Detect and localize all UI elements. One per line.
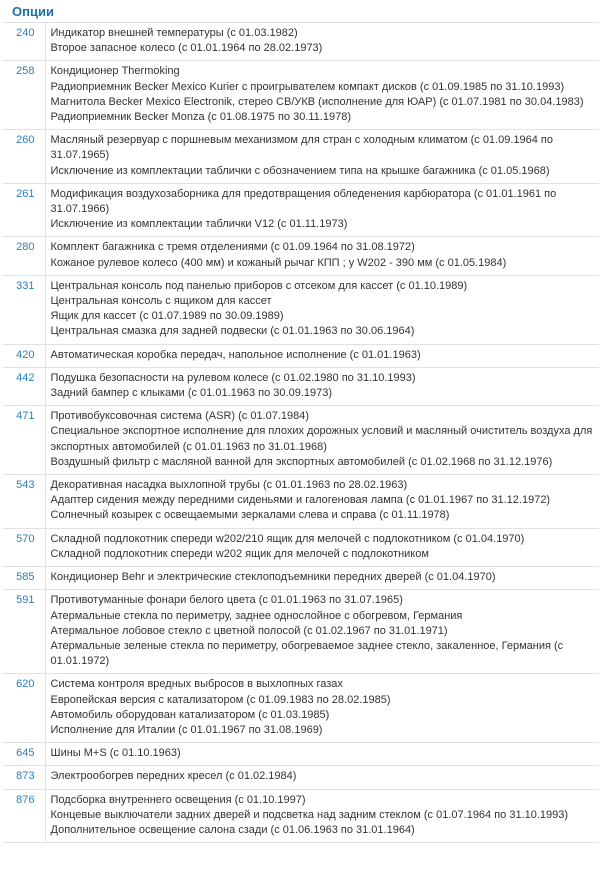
option-code[interactable]: 570: [3, 528, 45, 566]
option-code[interactable]: 420: [3, 344, 45, 367]
option-line: Складной подлокотник спереди w202/210 ящик для мелочей с подлокотником (с 01.04.1970): [50, 532, 525, 545]
option-line: Радиоприемник Becker Mexico Kurier с проигрывателем компакт дисков (с 01.09.1985 по 31.10.1993): [50, 80, 565, 93]
option-line: Масляный резервуар с поршневым механизмом для стран с холодным климатом (с 01.09.1964 по 31.07.1965): [50, 134, 553, 162]
option-description: [45, 183, 599, 237]
option-line: Магнитола Becker Mexico Electronik, стерео СВ/УКВ (исполнение для ЮАР) (с 01.07.1981 по 30.04.1983): [50, 95, 584, 108]
option-line: Второе запасное колесо (с 01.01.1964 по 28.02.1973): [50, 42, 323, 55]
option-line: Центральная консоль под панелью приборов с отсеком для кассет (с 01.10.1989): [50, 279, 468, 292]
option-line: Подсборка внутреннего освещения (с 01.10.1997): [50, 793, 306, 806]
option-line: Электрообогрев передних кресел (с 01.02.1984): [50, 770, 297, 783]
option-description: [45, 23, 599, 61]
option-line: Декоративная насадка выхлопной трубы (с 01.01.1963 по 28.02.1963): [50, 479, 408, 492]
option-code[interactable]: 620: [3, 674, 45, 743]
option-description: [45, 766, 599, 789]
option-row: [3, 766, 599, 789]
option-line: Задний бампер с клыками (с 01.01.1963 по 30.09.1973): [50, 387, 333, 400]
option-line: Атермальные зеленые стекла по периметру, обогреваемое заднее стекло, закаленное, Германия (с 01.01.1972): [50, 639, 564, 668]
page-title: Опции: [12, 4, 54, 19]
option-line: Ящик для кассет (с 01.07.1989 по 30.09.1989): [50, 310, 284, 323]
option-description: [45, 475, 599, 529]
option-row: [3, 183, 599, 237]
option-row: [3, 789, 599, 843]
option-line: Шины M+S (с 01.10.1963): [50, 747, 181, 760]
option-line: Автомобиль оборудован катализатором (с 01.03.1985): [50, 708, 330, 721]
option-code[interactable]: 543: [3, 475, 45, 529]
option-line: Кожаное рулевое колесо (400 мм) и кожаный рычаг КПП ; у W202 - 390 мм (с 01.05.1984): [50, 256, 507, 269]
option-line: Система контроля вредных выбросов в выхлопных газах: [50, 678, 343, 691]
option-line: Концевые выключатели задних дверей и подсветка над задним стеклом (с 01.07.1964 по 31.10.1993): [50, 808, 569, 821]
option-description: [45, 789, 599, 843]
option-description: [45, 237, 599, 275]
options-table-body: [3, 23, 599, 843]
option-line: Кондиционер Behr и электрические стеклоподъемники передних дверей (с 01.04.1970): [50, 571, 496, 584]
option-line: Специальное экспортное исполнение для плохих дорожных условий и масляный очиститель воздуха для экспортных автомобилей (с 01.01.1963 по 31.01.1968): [50, 425, 593, 453]
option-line: Воздушный фильтр с масляной ванной для экспортных автомобилей (с 01.02.1968 по 31.12.1976): [50, 455, 553, 468]
option-line: Кондиционер Thermoking: [50, 65, 180, 78]
option-row: [3, 567, 599, 590]
option-line: Радиоприемник Becker Monza (с 01.08.1975 по 30.11.1978): [50, 111, 351, 124]
option-line: Центральная смазка для задней подвески (с 01.01.1963 по 30.06.1964): [50, 325, 415, 338]
option-row: [3, 275, 599, 344]
option-description: [45, 567, 599, 590]
option-line: Исключение из комплектации таблички с обозначением типа на крышке багажника (с 01.05.1968): [50, 164, 550, 177]
option-line: Модификация воздухозаборника для предотвращения обледенения карбюратора (с 01.01.1961 по 31.07.1966): [50, 187, 557, 216]
option-description: [45, 367, 599, 405]
option-code[interactable]: 331: [3, 275, 45, 344]
option-line: Атермальное лобовое стекло с цветной полосой (с 01.02.1967 по 31.01.1971): [50, 624, 448, 637]
option-row: [3, 406, 599, 475]
option-code[interactable]: 260: [3, 130, 45, 184]
option-code[interactable]: 261: [3, 183, 45, 237]
option-code[interactable]: 873: [3, 766, 45, 789]
option-code[interactable]: 645: [3, 743, 45, 766]
option-code[interactable]: 258: [3, 61, 45, 130]
option-row: [3, 674, 599, 743]
option-line: Автоматическая коробка передач, напольное исполнение (с 01.01.1963): [50, 348, 421, 361]
option-row: [3, 61, 599, 130]
option-line: Противобуксовочная система (ASR) (с 01.07.1984): [50, 410, 310, 423]
option-row: [3, 475, 599, 529]
option-description: [45, 743, 599, 766]
option-row: [3, 528, 599, 566]
option-line: Дополнительное освещение салона сзади (с 01.06.1963 по 31.01.1964): [50, 823, 415, 836]
option-line: Европейская версия с катализатором (с 01.09.1983 по 28.02.1985): [50, 693, 391, 706]
option-line: Подушка безопасности на рулевом колесе (с 01.02.1980 по 31.10.1993): [50, 371, 416, 384]
option-row: [3, 344, 599, 367]
option-description: [45, 130, 599, 184]
option-line: Комплект багажника с тремя отделениями (с 01.09.1964 по 31.08.1972): [50, 241, 415, 254]
option-line: Индикатор внешней температуры (с 01.03.1982): [50, 27, 298, 39]
option-code[interactable]: 585: [3, 567, 45, 590]
option-row: [3, 367, 599, 405]
option-description: [45, 674, 599, 743]
option-row: [3, 23, 599, 61]
option-line: Солнечный козырек с освещаемыми зеркалами слева и справа (с 01.11.1978): [50, 509, 450, 522]
option-line: Складной подлокотник спереди w202 ящик для мелочей с подлокотником: [50, 547, 429, 560]
option-description: [45, 275, 599, 344]
option-row: [3, 237, 599, 275]
option-description: [45, 406, 599, 475]
option-code[interactable]: 471: [3, 406, 45, 475]
option-row: [3, 130, 599, 184]
option-code[interactable]: 280: [3, 237, 45, 275]
option-description: [45, 344, 599, 367]
option-line: Противотуманные фонари белого цвета (с 01.01.1963 по 31.07.1965): [50, 594, 403, 607]
option-line: Адаптер сидения между передними сиденьями и галогеновая лампа (с 01.01.1967 по 31.12.1972): [50, 494, 551, 507]
option-code[interactable]: 876: [3, 789, 45, 843]
option-line: Центральная консоль с ящиком для кассет: [50, 295, 272, 308]
option-row: [3, 743, 599, 766]
option-line: Исполнение для Италии (с 01.01.1967 по 31.08.1969): [50, 723, 323, 736]
options-table: [3, 22, 599, 843]
option-code[interactable]: 240: [3, 23, 45, 61]
option-line: Атермальные стекла по периметру, заднее однослойное с обогревом, Германия: [50, 609, 463, 622]
option-code[interactable]: 591: [3, 590, 45, 674]
option-description: [45, 590, 599, 674]
option-code[interactable]: 442: [3, 367, 45, 405]
option-row: [3, 590, 599, 674]
option-description: [45, 61, 599, 130]
option-line: Исключение из комплектации таблички V12 (с 01.11.1973): [50, 218, 348, 231]
option-description: [45, 528, 599, 566]
